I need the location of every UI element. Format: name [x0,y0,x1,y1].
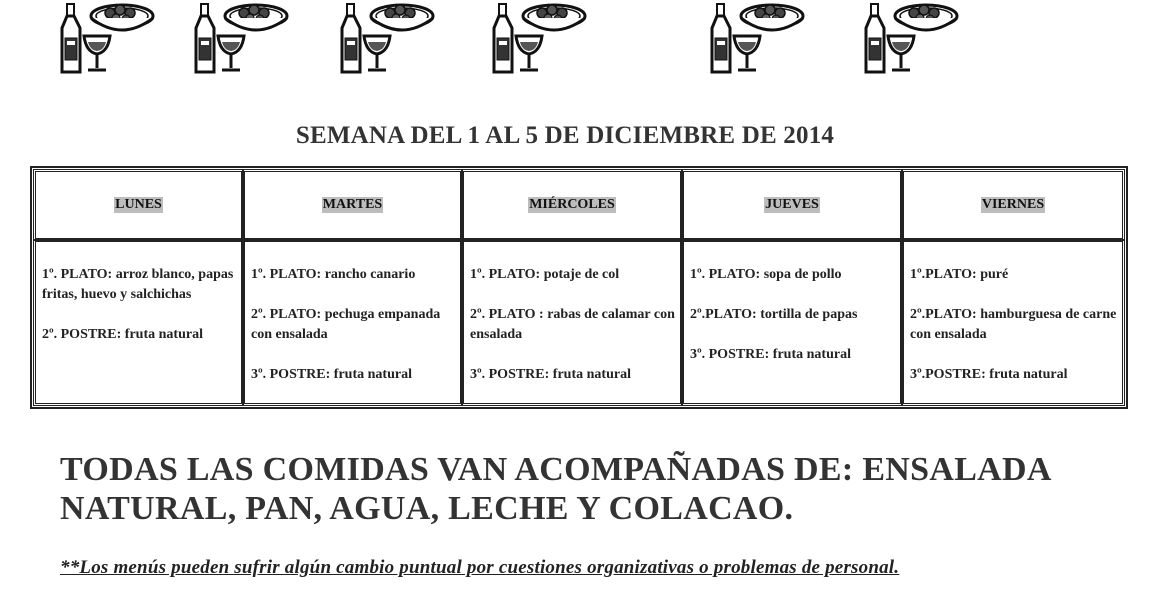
menu-change-footnote: **Los menús pueden sufrir algún cambio puntual por cuestiones organizativas o problemas de personal. [60,557,900,578]
day-name: VIERNES [981,197,1045,212]
accompaniment-notice: TODAS LAS COMIDAS VAN ACOMPAÑADAS DE: ENSALADA NATURAL, PAN, AGUA, LECHE Y COLACAO. [60,451,1050,527]
day-header-jueves [683,171,901,239]
menu-item: 1º.PLATO: puré [910,267,1009,282]
day-name: JUEVES [765,197,819,212]
day-header-lunes [35,171,242,239]
day-menu-miercoles [463,241,681,404]
menu-item: 3º. POSTRE: fruta natural [470,367,631,382]
day-name: MIÉRCOLES [529,197,615,212]
meal-icon [58,2,158,76]
menu-item: 2º. POSTRE: fruta natural [42,327,203,342]
day-header-viernes [903,171,1123,239]
day-menu-jueves [683,241,901,404]
menu-table [30,166,1128,409]
menu-item: 2º.PLATO: tortilla de papas [690,307,858,322]
meal-icon [338,2,438,76]
menu-item: 2º. PLATO: pechuga empanada con ensalada [251,307,441,342]
meal-icon [708,2,808,76]
menu-item: 3º.POSTRE: fruta natural [910,367,1068,382]
menu-item: 1º. PLATO: rancho canario [251,267,416,282]
day-menu-lunes [35,241,242,404]
meal-icon [490,2,590,76]
day-menu-viernes [903,241,1123,404]
day-menu-martes [244,241,461,404]
menu-item: 1º. PLATO: arroz blanco, papas fritas, huevo y salchichas [42,267,234,302]
menu-item: 3º. POSTRE: fruta natural [251,367,412,382]
page-title: SEMANA DEL 1 AL 5 DE DICIEMBRE DE 2014 [295,122,835,149]
day-header-martes [244,171,461,239]
menu-item: 2º. PLATO : rabas de calamar con ensalada [470,307,675,342]
day-name: MARTES [322,197,383,212]
meal-icon [862,2,962,76]
meal-icon-row [0,0,1149,80]
meal-icon [192,2,292,76]
day-name: LUNES [115,197,162,212]
day-header-miercoles [463,171,681,239]
menu-grid [34,170,1124,405]
menu-item: 2º.PLATO: hamburguesa de carne con ensalada [910,307,1117,342]
menu-item: 1º. PLATO: sopa de pollo [690,267,842,282]
menu-item: 3º. POSTRE: fruta natural [690,347,851,362]
menu-item: 1º. PLATO: potaje de col [470,267,620,282]
